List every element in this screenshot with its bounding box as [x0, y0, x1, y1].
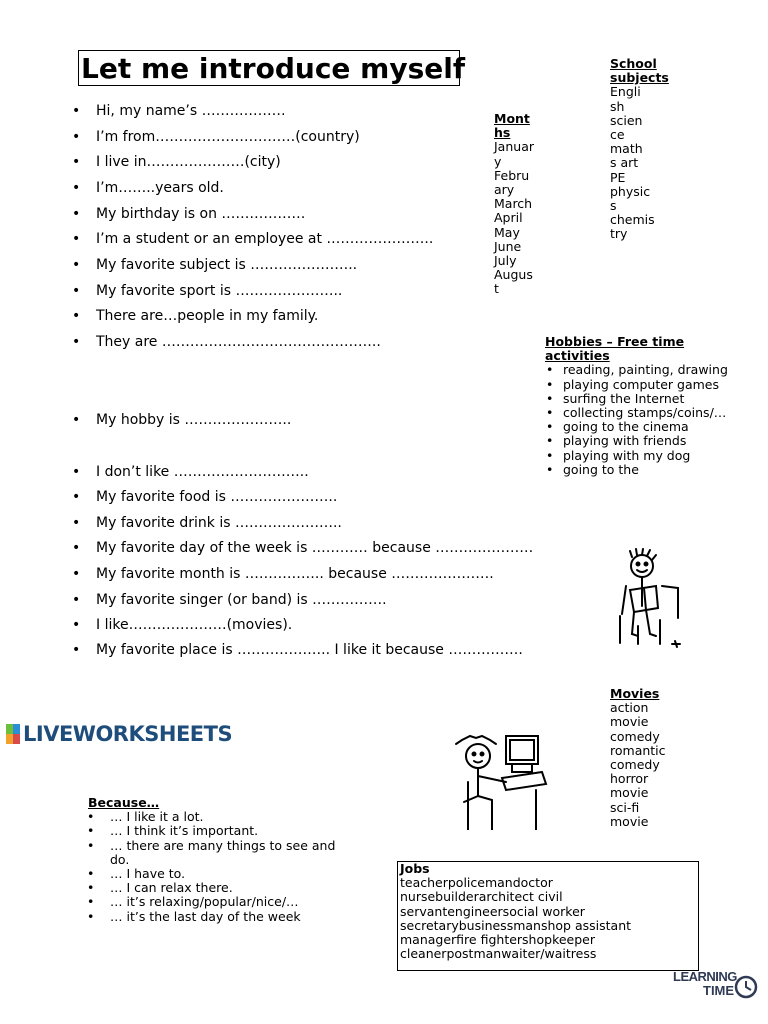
subjects-line: s [610, 198, 617, 214]
months-line: July [494, 253, 517, 269]
hobbies-box [545, 335, 735, 510]
jobs-line: managerfire fightershopkeeper [400, 932, 596, 948]
months-line: June [494, 238, 522, 254]
subjects-line: scien [610, 112, 643, 128]
logo-text: LIVEWORKSHEETS [23, 722, 233, 746]
list-item: • playing computer games [545, 378, 735, 392]
subjects-heading: School subjects [610, 56, 669, 86]
movies-line: movie [610, 813, 649, 829]
months-line: May [494, 224, 520, 240]
months-line: y [494, 153, 502, 169]
jobs-line: teacherpolicemandoctor [400, 875, 553, 891]
months-line: Augus [494, 267, 533, 283]
subjects-line: try [610, 226, 628, 242]
liveworksheets-logo [6, 722, 232, 746]
jobs-line: nursebuilderarchitect civil [400, 889, 563, 905]
movies-line: action [610, 700, 649, 716]
movies-line: movie [610, 714, 649, 730]
list-item: • surfing the Internet [545, 392, 735, 406]
list-item: • collecting stamps/coins/… [545, 406, 735, 420]
months-line: Febru [494, 167, 530, 183]
subjects-line: Engli [610, 84, 641, 100]
list-item: • … I think it’s important. [88, 824, 358, 838]
list-item: • … I like it a lot. [88, 810, 358, 824]
list-item: • … it’s relaxing/popular/nice/… [88, 895, 358, 909]
because-box [88, 796, 358, 926]
computer-kid-illustration [452, 730, 548, 830]
subjects-line: chemis [610, 212, 655, 228]
list-item: • … I have to. [88, 867, 358, 881]
movies-line: comedy [610, 728, 660, 744]
list-item: • going to the cinema [545, 420, 735, 434]
months-line: t [494, 281, 499, 297]
list-item: • … there are many things to see and do. [88, 839, 358, 867]
months-line: Januar [494, 139, 534, 155]
months-box [494, 112, 540, 297]
page-title: Let me introduce myself [78, 50, 460, 86]
jobs-line: servantengineersocial worker [400, 903, 585, 919]
movies-line: horror movie [610, 771, 649, 801]
movies-line: sci-fi [610, 799, 640, 815]
months-line: March [494, 196, 533, 212]
subjects-line: physic [610, 183, 651, 199]
hobbies-heading: Hobbies – Free time activities [545, 335, 685, 364]
list-item: • reading, painting, drawing [545, 363, 735, 377]
subjects-line: s art [610, 155, 639, 171]
movies-line: romantic [610, 742, 666, 758]
learning-time-logo: LEARNING TIME [673, 970, 763, 1006]
list-item: • going to the [545, 463, 735, 477]
months-line: April [494, 210, 523, 226]
because-heading: Because… [88, 796, 160, 810]
months-heading: Mont hs [494, 111, 530, 141]
subjects-line: ce [610, 127, 625, 143]
clock-icon [733, 974, 759, 1000]
jobs-line: cleanerpostmanwaiter/waitress [400, 946, 597, 962]
movies-line: comedy [610, 757, 660, 773]
school-subjects-box [610, 56, 669, 242]
list-item: • playing with my dog [545, 449, 735, 463]
movies-heading: Movies [610, 686, 660, 701]
movies-box [610, 687, 690, 829]
jobs-heading: Jobs [400, 861, 430, 876]
subjects-line: sh [610, 98, 625, 114]
jobs-line: secretarybusinessmanshop assistant [400, 917, 632, 933]
list-item: • … I can relax there. [88, 881, 358, 895]
list-item: • … it’s the last day of the week [88, 910, 358, 924]
logo-blocks-icon [6, 724, 20, 744]
subjects-line: PE [610, 169, 626, 185]
subjects-line: math [610, 141, 643, 157]
reading-kid-illustration [612, 548, 686, 652]
months-line: ary [494, 182, 515, 198]
jobs-box [397, 861, 699, 971]
list-item: • playing with friends [545, 434, 735, 448]
